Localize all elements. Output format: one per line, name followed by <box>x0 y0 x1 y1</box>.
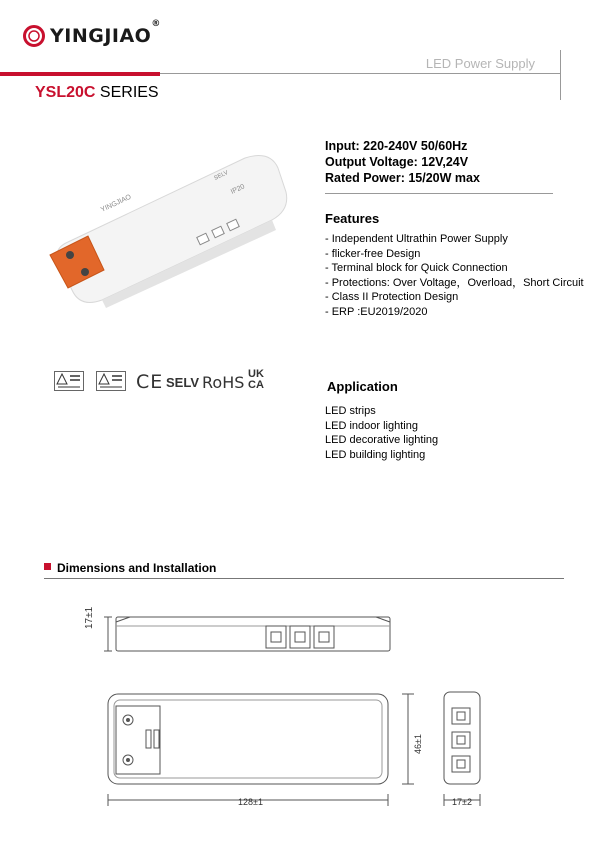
end-view-drawing <box>440 690 490 810</box>
product-label-brand: YINGJIAO <box>99 193 133 214</box>
application-list <box>325 404 438 462</box>
dimensions-heading: Dimensions and Installation <box>57 561 217 575</box>
application-item: LED decorative lighting <box>325 434 439 447</box>
rohs-mark: RoHS <box>202 373 245 392</box>
feature-item: - Independent Ultrathin Power Supply <box>325 233 508 245</box>
section-bullet-icon <box>44 563 51 570</box>
series-title: YSL20C SERIES <box>35 84 159 101</box>
brand-ring-icon <box>22 24 46 48</box>
top-view-drawing <box>100 688 430 808</box>
spec-output: Output Voltage: 12V,24V <box>325 155 469 169</box>
feature-item: - Terminal block for Quick Connection <box>325 262 508 275</box>
category-title: LED Power Supply <box>425 56 535 71</box>
product-label-ip: IP20 <box>229 183 246 196</box>
spec-input: Input: 220-240V 50/60Hz <box>325 139 468 153</box>
features-heading: Features <box>325 211 380 226</box>
product-label-selv: SELV <box>213 170 230 182</box>
dimension-side-height: 17±2 <box>452 797 472 807</box>
brand-name: YINGJIAO® <box>50 19 161 47</box>
feature-item: - flicker-free Design <box>325 247 421 260</box>
ukca-mark: UK CA <box>248 368 264 391</box>
application-item: LED strips <box>325 405 376 417</box>
header-accent-bar <box>0 72 160 76</box>
ce-mark: CE <box>136 371 164 393</box>
dimension-width: 46±1 <box>413 734 423 754</box>
header-rule <box>160 73 560 74</box>
product-image <box>40 150 290 310</box>
dimension-height: 17±1 <box>84 606 95 629</box>
features-list <box>325 232 584 320</box>
certification-badge-icon <box>54 371 84 391</box>
selv-mark: SELV <box>166 375 199 390</box>
dimensions-rule <box>44 578 564 579</box>
spec-divider <box>325 193 553 194</box>
brand-logo <box>22 19 161 48</box>
side-view-drawing <box>90 612 400 662</box>
application-item: LED indoor lighting <box>325 419 418 432</box>
application-heading: Application <box>327 379 398 394</box>
spec-power: Rated Power: 15/20W max <box>325 171 480 185</box>
header-vertical-rule <box>560 50 561 100</box>
feature-item: - Protections: Over Voltage，Overload，Short Circuit <box>325 276 584 289</box>
dimension-length: 128±1 <box>238 797 263 807</box>
feature-item: - Class II Protection Design <box>325 291 459 304</box>
feature-item: - ERP :EU2019/2020 <box>325 305 428 318</box>
application-item: LED building lighting <box>325 448 426 461</box>
certification-badge-icon <box>96 371 126 391</box>
